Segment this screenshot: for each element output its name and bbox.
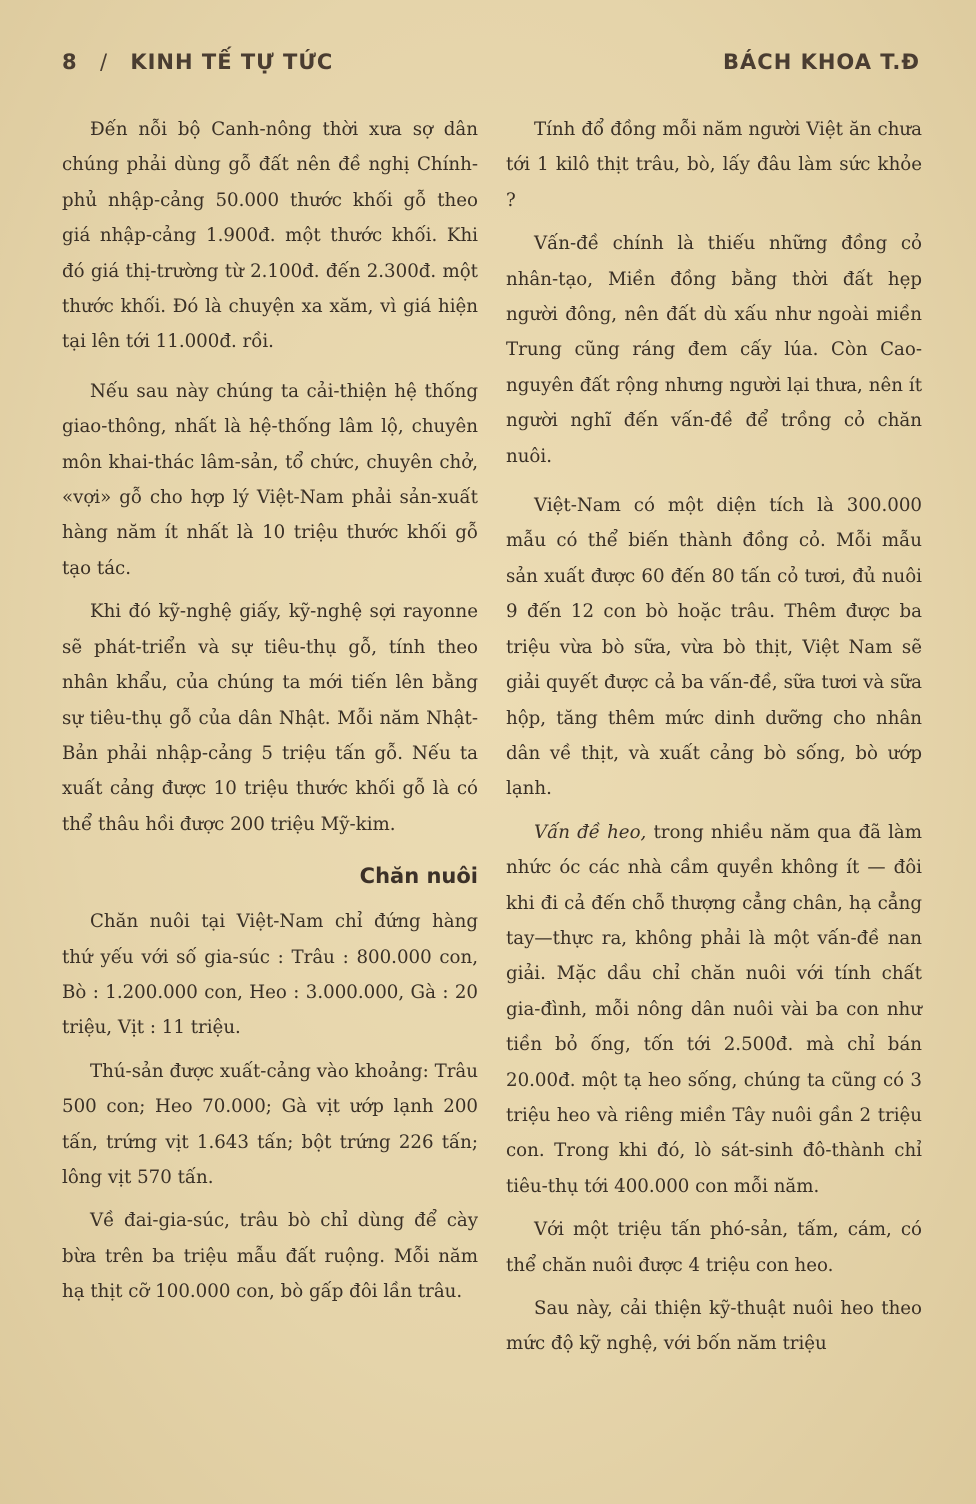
paragraph: Chăn nuôi tại Việt-Nam chỉ đứng hàng thứ yếu với số gia-súc : Trâu : 800.000 con, Bò : 1.200.000 con, Heo : 3.000.000, Gà : 20 triệu, Vịt : 11 triệu. xyxy=(62,911,478,1039)
paragraph: Vấn-đề chính là thiếu những đồng cỏ nhân-tạo, Miền đồng bằng thời đất hẹp người đông, nên đất dù xấu như ngoài miền Trung cũng ráng đem cấy lúa. Còn Cao-nguyên đất rộng nhưng người lại thưa, nên ít người nghĩ đến vấn-đề để trồng cỏ chăn nuôi. xyxy=(506,233,922,467)
paragraph-text: trong nhiều năm qua đã làm nhức óc các nhà cầm quyền không ít — đôi khi đi cả đến chỗ thượng cẳng chân, hạ cẳng tay—thực ra, không phải là một vấn-đề nan giải. Mặc dầu chỉ chăn nuôi với tính chất gia-đình, mỗi nông dân nuôi vài ba con như tiền bỏ ống, tốn tới 2.500đ. mà chỉ bán 20.00đ. một tạ heo sống, chúng ta cũng có 3 triệu heo và riêng miền Tây nuôi gần 2 triệu con. Trong khi đó, lò sát-sinh đô-thành chỉ tiêu-thụ tới 400.000 con mỗi năm. xyxy=(506,821,922,1197)
italic-lead: Vấn đề heo, xyxy=(534,821,647,843)
paragraph: Tính đổ đồng mỗi năm người Việt ăn chưa tới 1 kilô thịt trâu, bò, lấy đâu làm sức khỏe ? xyxy=(506,119,922,211)
paragraph: Sau này, cải thiện kỹ-thuật nuôi heo theo mức độ kỹ nghệ, với bốn năm triệu xyxy=(506,1298,922,1355)
paragraph: Đến nỗi bộ Canh-nông thời xưa sợ dân chúng phải dùng gỗ đất nên đề nghị Chính-phủ nhập-cảng 50.000 thước khối gỗ theo giá nhập-cảng 1.900đ. một thước khối. Khi đó giá thị-trường từ 2.100đ. đến 2.300đ. một thước khối. Đó là chuyện xa xăm, vì giá hiện tại lên tới 11.000đ. rồi. xyxy=(62,119,478,353)
page-header xyxy=(62,50,920,84)
publication-name: BÁCH KHOA T.Đ xyxy=(723,50,920,74)
paragraph: Thú-sản được xuất-cảng vào khoảng: Trâu 500 con; Heo 70.000; Gà vịt ướp lạnh 200 tấn, trứng vịt 1.643 tấn; bột trứng 226 tấn; lông vịt 570 tấn. xyxy=(62,1060,478,1188)
header-left xyxy=(62,50,333,74)
right-column xyxy=(506,112,922,1362)
left-column xyxy=(62,112,478,1310)
paragraph xyxy=(506,815,922,1204)
page-number: 8 xyxy=(62,50,78,74)
header-separator: / xyxy=(99,50,109,74)
paragraph: Về đai-gia-súc, trâu bò chỉ dùng để cày bừa trên ba triệu mẫu đất ruộng. Mỗi năm hạ thịt cỡ 100.000 con, bò gấp đôi lần trâu. xyxy=(62,1210,478,1303)
paragraph: Với một triệu tấn phó-sản, tấm, cám, có thể chăn nuôi được 4 triệu con heo. xyxy=(506,1219,922,1276)
paragraph: Nếu sau này chúng ta cải-thiện hệ thống giao-thông, nhất là hệ-thống lâm lộ, chuyên môn khai-thác lâm-sản, tổ chức, chuyên chở, «vợi» gỗ cho hợp lý Việt-Nam phải sản-xuất hàng năm ít nhất là 10 triệu thước khối gỗ tạo tác. xyxy=(62,380,478,579)
section-heading: Chăn nuôi xyxy=(359,864,478,889)
paragraph: Khi đó kỹ-nghệ giấy, kỹ-nghệ sợi rayonne sẽ phát-triển và sự tiêu-thụ gỗ, tính theo nhân khẩu, của chúng ta mới tiến lên bằng sự tiêu-thụ gỗ của dân Nhật. Mỗi năm Nhật-Bản phải nhập-cảng 5 triệu tấn gỗ. Nếu ta xuất cảng được 10 triệu thước khối gỗ là có thể thâu hồi được 200 triệu Mỹ-kim. xyxy=(62,601,478,835)
paragraph: Việt-Nam có một diện tích là 300.000 mẫu có thể biến thành đồng cỏ. Mỗi mẫu sản xuất được 60 đến 80 tấn cỏ tươi, đủ nuôi 9 đến 12 con bò hoặc trâu. Thêm được ba triệu vừa bò sữa, vừa bò thịt, Việt Nam sẽ giải quyết được cả ba vấn-đề, sữa tươi và sữa hộp, tăng thêm mức dinh dưỡng cho nhân dân về thịt, và xuất cảng bò sống, bò ướp lạnh. xyxy=(506,495,922,800)
article-title: KINH TẾ TỰ TỨC xyxy=(130,50,334,74)
